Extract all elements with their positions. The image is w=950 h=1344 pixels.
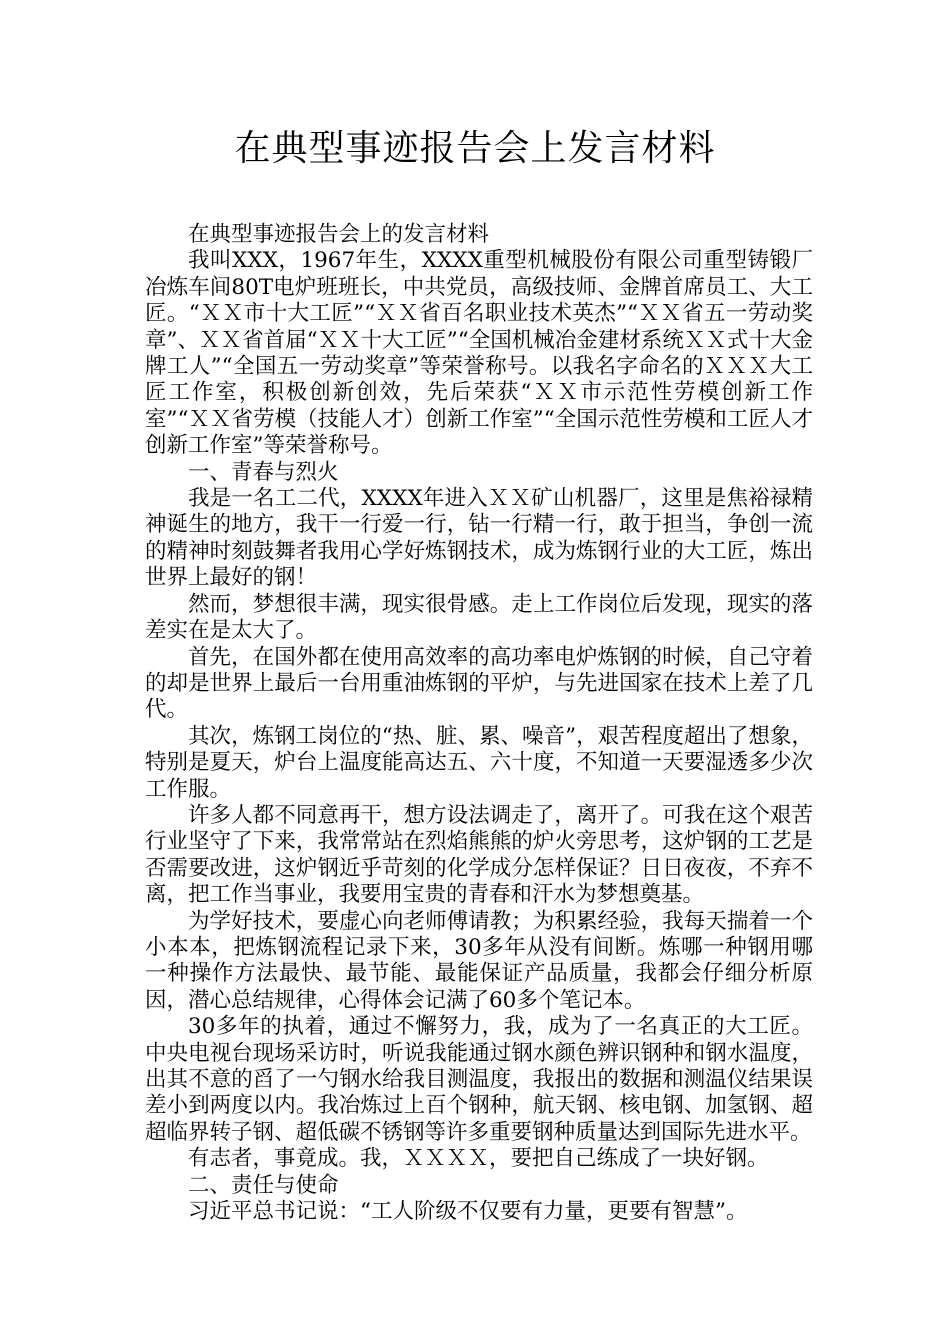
body-paragraph: 30多年的执着，通过不懈努力，我，成为了一名真正的大工匠。中央电视台现场采访时，听说我能通过钢水颜色辨识钢种和钢水温度，出其不意的舀了一勺钢水给我目测温度，我报出的数据和测温仪结果误差小到两度以内。我冶炼过上百个钢种，航天钢、核电钢、加氢钢、超超临界转子钢、超低碳不锈钢等许多重要钢种质量达到国际先进水平。 <box>145 1014 813 1145</box>
section-heading: 一、青春与烈火 <box>188 459 339 485</box>
body-paragraph: 习近平总书记说：“工人阶级不仅要有力量，更要有智慧”。 <box>188 1199 748 1225</box>
body-paragraph: 有志者，事竟成。我，ＸＸＸＸ，要把自己练成了一块好钢。 <box>188 1146 769 1172</box>
body-paragraph: 为学好技术，要虚心向老师傅请教；为积累经验，我每天揣着一个小本本，把炼钢流程记录下来，30多年从没有间断。炼哪一种钢用哪一种操作方法最快、最节能、最能保证产品质量，我都会仔细分析原因，潜心总结规律，心得体会记满了60多个笔记本。 <box>145 908 813 1013</box>
subtitle-paragraph: 在典型事迹报告会上的发言材料 <box>188 222 490 247</box>
body-paragraph: 其次，炼钢工岗位的“热、脏、累、噪音”，艰苦程度超出了想象，特别是夏天，炉台上温度能高达五、六十度，不知道一天要湿透多少次工作服。 <box>145 723 813 802</box>
document-body <box>145 222 813 1225</box>
body-paragraph: 我是一名工二代，XXXX年进入ＸＸ矿山机器厂，这里是焦裕禄精神诞生的地方，我干一行爱一行，钻一行精一行，敢于担当，争创一流的精神时刻鼓舞者我用心学好炼钢技术，成为炼钢行业的大工匠，炼出世界上最好的钢！ <box>145 486 813 591</box>
body-paragraph: 我叫XXX，1967年生，XXXX重型机械股份有限公司重型铸锻厂冶炼车间80T电炉班班长，中共党员，高级技师、金牌首席员工、大工匠。“ＸＸ市十大工匠”“ＸＸ省百名职业技术英杰”“ＸＸ省五一劳动奖章”、ＸＸ省首届“ＸＸ十大工匠”“全国机械冶金建材系统ＸＸ式十大金牌工人”“全国五一劳动奖章”等荣誉称号。以我名字命名的ＸＸＸ大工匠工作室，积极创新创效，先后荣获“ＸＸ市示范性劳模创新工作室”“ＸＸ省劳模（技能人才）创新工作室”“全国示范性劳模和工匠人才创新工作室”等荣誉称号。 <box>145 248 813 459</box>
body-paragraph: 许多人都不同意再干，想方设法调走了，离开了。可我在这个艰苦行业坚守了下来，我常常站在烈焰熊熊的炉火旁思考，这炉钢的工艺是否需要改进，这炉钢近乎苛刻的化学成分怎样保证？日日夜夜，不弃不离，把工作当事业，我要用宝贵的青春和汗水为梦想奠基。 <box>145 802 813 908</box>
body-paragraph: 然而，梦想很丰满，现实很骨感。走上工作岗位后发现，现实的落差实在是太大了。 <box>145 591 813 644</box>
document-title: 在典型事迹报告会上发言材料 <box>234 128 716 169</box>
body-paragraph: 首先，在国外都在使用高效率的高功率电炉炼钢的时候，自己守着的却是世界上最后一台用重油炼钢的平炉，与先进国家在技术上差了几代。 <box>145 644 813 723</box>
section-heading: 二、责任与使命 <box>188 1172 339 1198</box>
